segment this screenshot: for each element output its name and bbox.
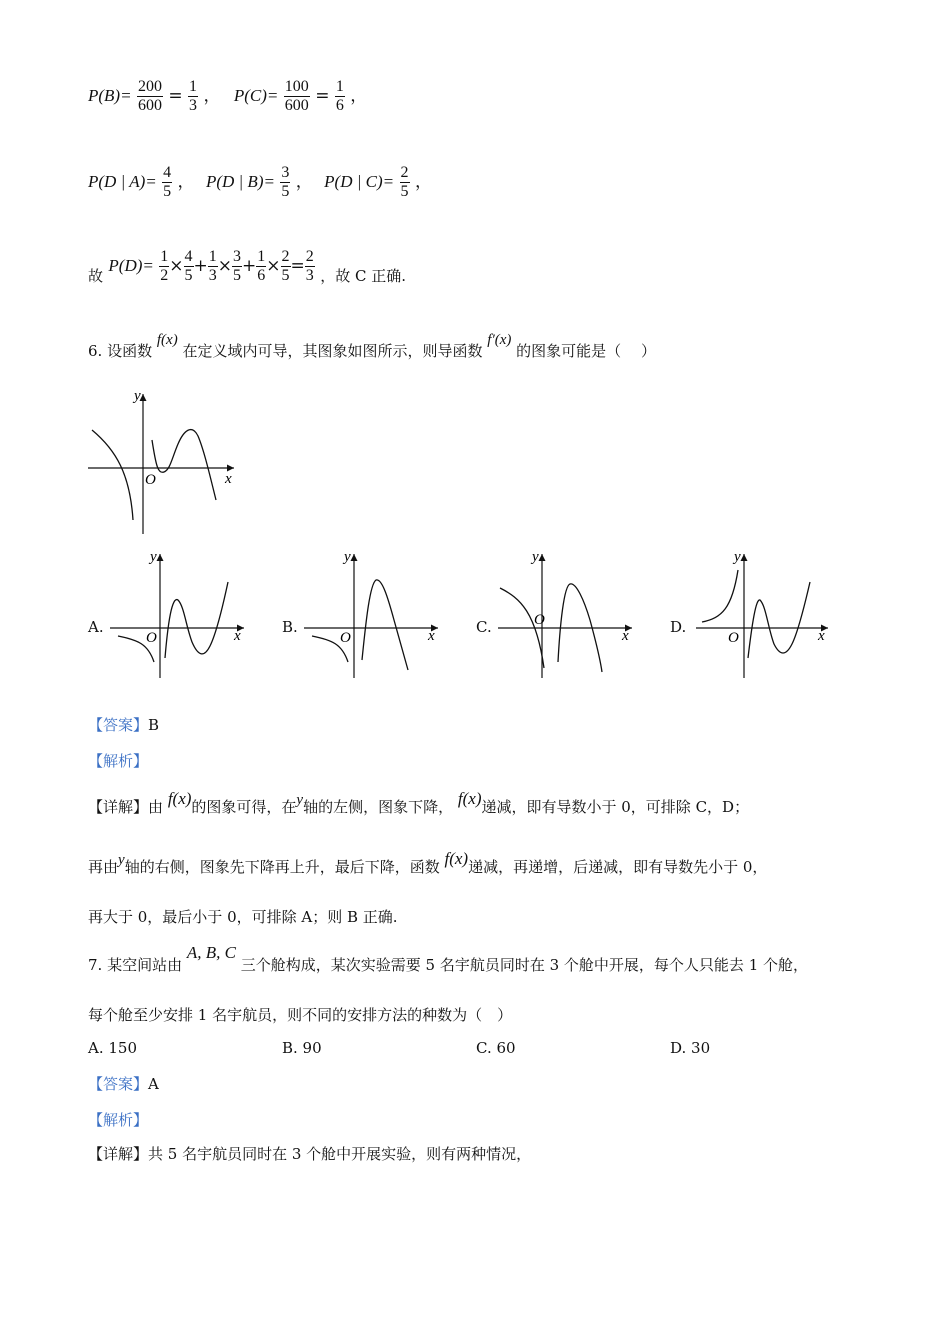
curve-right xyxy=(152,430,216,500)
q7-stem-line2: 每个舱至少安排 1 名宇航员，则不同的安排方法的种数为（ ） xyxy=(88,1006,513,1024)
answer-value: B xyxy=(148,716,160,734)
answer-tag: 【答案】 xyxy=(88,716,149,734)
option-b-graph[interactable] xyxy=(302,548,442,680)
option-a-label[interactable]: A. xyxy=(88,618,104,636)
q7-option-a[interactable]: A. 150 xyxy=(88,1039,137,1057)
q7-analysis-tag: 【解析】 xyxy=(88,1111,149,1129)
fraction: $\frac{3}{5}$ xyxy=(233,248,242,284)
pd-label: P(D)= xyxy=(108,256,154,275)
option-c-label[interactable]: C. xyxy=(476,618,492,636)
origin-label: O xyxy=(145,472,156,488)
q6-answer xyxy=(88,714,159,735)
pc-label: P(C)= xyxy=(233,86,279,105)
q7-option-b[interactable]: B. 90 xyxy=(282,1039,322,1057)
fraction: $\frac{3}{5}$ xyxy=(281,164,290,200)
curve-left xyxy=(92,430,133,520)
conclusion-text: ，故 C 正确. xyxy=(320,267,406,285)
svg-text:x: x xyxy=(622,628,629,644)
y-label: y xyxy=(134,388,141,404)
formula-total: 故 P(D)= $\frac{1}{2}$ × $\frac{4}{5}$ + $\frac{1}{3}$ × $\frac{3}{5}$ + $\frac{1}{6}$ × $\frac{2}{5}$ = $\frac{2}{3}$ ，故 C 正确. xyxy=(88,248,406,285)
q6-analysis-tag: 【解析】 xyxy=(88,752,149,770)
option-b-label[interactable]: B. xyxy=(282,618,298,636)
svg-text:O: O xyxy=(534,612,545,628)
svg-text:y: y xyxy=(532,549,539,565)
svg-text:x: x xyxy=(234,628,241,644)
fraction: $\frac{4}{5}$ xyxy=(163,164,172,200)
x-label: x xyxy=(225,471,232,487)
q7-option-d[interactable]: D. 30 xyxy=(670,1039,711,1057)
detail-tag: 【详解】 xyxy=(88,1145,149,1163)
fraction: $\frac{2}{5}$ xyxy=(281,248,290,284)
fraction: $\frac{4}{5}$ xyxy=(184,248,193,284)
fraction: $\frac{1}{2}$ xyxy=(160,248,169,284)
fx-graph xyxy=(86,388,246,538)
option-d-label[interactable]: D. xyxy=(670,618,687,636)
svg-text:O: O xyxy=(340,630,351,646)
fraction: $\frac{1}{3}$ xyxy=(208,248,217,284)
abc-symbol: A, B, C xyxy=(186,943,236,962)
q6-stem: 6. 设函数 f(x) 在定义域内可导，其图象如图所示，则导函数 f′(x) 的图象可能是（ ） xyxy=(88,332,656,360)
fraction: $\frac{1}{6}$ xyxy=(257,248,266,284)
option-d-graph[interactable] xyxy=(694,548,834,680)
fraction: $\frac{1}{6}$ xyxy=(335,78,344,114)
q7-answer xyxy=(88,1073,159,1094)
fx-symbol: f(x) xyxy=(156,332,178,348)
option-a-graph[interactable] xyxy=(108,548,248,680)
answer-tag: 【答案】 xyxy=(88,1075,149,1093)
svg-text:x: x xyxy=(818,628,825,644)
fraction: $\frac{2}{5}$ xyxy=(400,164,409,200)
pb-label: P(B)= xyxy=(88,86,132,105)
q7-option-c[interactable]: C. 60 xyxy=(476,1039,516,1057)
fpx-symbol: f′(x) xyxy=(487,332,512,348)
svg-text:O: O xyxy=(146,630,157,646)
option-c-graph[interactable] xyxy=(496,548,636,680)
svg-text:y: y xyxy=(150,549,157,565)
detail-tag: 【详解】 xyxy=(88,798,149,816)
q7-detail: 【详解】共 5 名宇航员同时在 3 个舱中开展实验，则有两种情况， xyxy=(88,1145,532,1163)
fraction: $\frac{2}{3}$ xyxy=(305,248,314,284)
svg-text:y: y xyxy=(344,549,351,565)
pda-label: P(D | A)= xyxy=(88,172,157,191)
answer-value: A xyxy=(148,1075,159,1093)
svg-text:O: O xyxy=(728,630,739,646)
fraction: $\frac{100}{600}$ xyxy=(284,78,309,114)
pdc-label: P(D | C)= xyxy=(324,172,395,191)
fraction: $\frac{1}{3}$ xyxy=(189,78,198,114)
svg-text:x: x xyxy=(428,628,435,644)
formula-conditional: P(D | A)= $\frac{4}{5}$ ， P(D | B)= $\frac{3}{5}$ ， P(D | C)= $\frac{2}{5}$ ， xyxy=(88,164,432,200)
q7-stem: 7. 某空间站由 A, B, C 三个舱构成，某次实验需要 5 名宇航员同时在 3 个舱中开展，每个人只能去 1 个舱， xyxy=(88,943,809,974)
q6-detail-line1: 【详解】由 f(x)的图象可得，在y轴的左侧，图象下降， f(x)递减，即有导数小于 0，可排除 C，D； xyxy=(88,789,750,816)
svg-text:y: y xyxy=(734,549,741,565)
formula-pb-pc: P(B)= $\frac{200}{600}$ = $\frac{1}{3}$ ， P(C)= $\frac{100}{600}$ = $\frac{1}{6}$ ， xyxy=(88,78,368,114)
fraction: $\frac{200}{600}$ xyxy=(137,78,162,114)
q6-detail-line3: 再大于 0，最后小于 0，可排除 A；则 B 正确. xyxy=(88,908,398,926)
q6-detail-line2: 再由y轴的右侧，图象先下降再上升，最后下降，函数 f(x)递减，再递增，后递减，即有导数先小于 0， xyxy=(88,849,768,876)
pdb-label: P(D | B)= xyxy=(205,172,275,191)
